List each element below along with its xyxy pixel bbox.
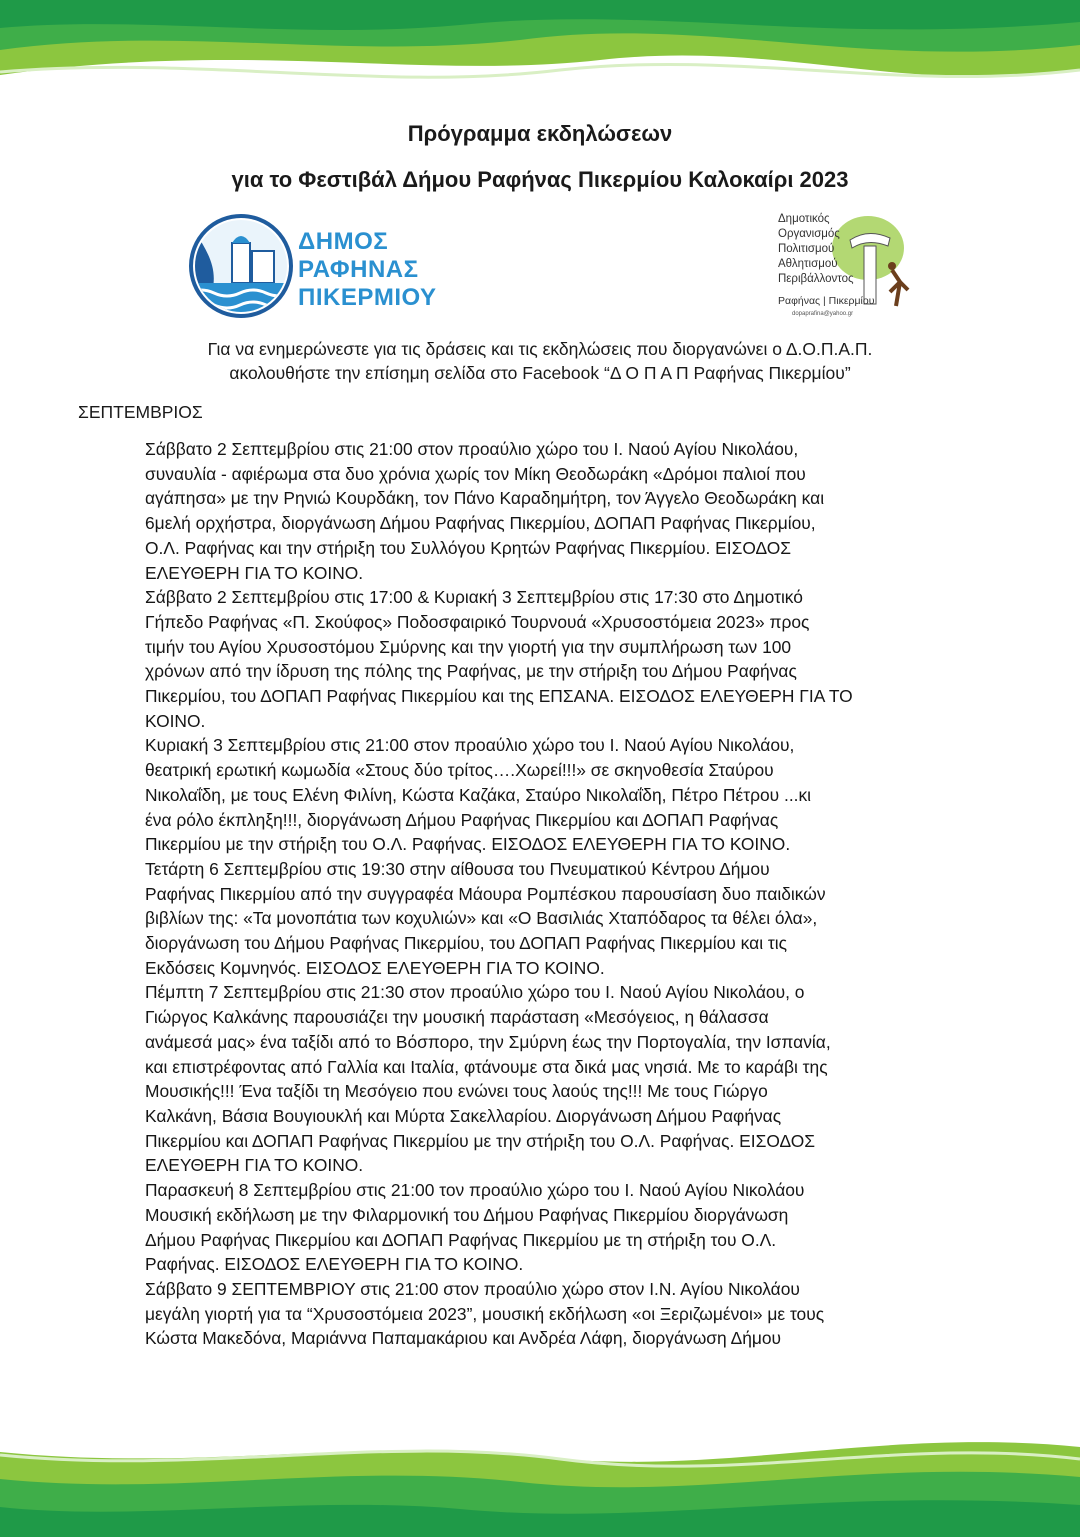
- dopap-name-line4: Αθλητισμού: [778, 258, 838, 270]
- event-line: ΕΛΕΥΘΕΡΗ ΓΙΑ ΤΟ ΚΟΙΝΟ.: [145, 562, 364, 583]
- event-line: Καλκάνη, Βάσια Βουγιουκλή και Μύρτα Σακελλαρίου. Διοργάνωση Δήμου Ραφήνας: [145, 1105, 782, 1126]
- dopap-name-line3: Πολιτισμού: [778, 243, 835, 255]
- dopap-logo: [770, 208, 910, 320]
- event-line: Εκδόσεις Κομνηνός. ΕΙΣΟΔΟΣ ΕΛΕΥΘΕΡΗ ΓΙΑ ΤΟ ΚΟΙΝΟ.: [145, 957, 605, 978]
- event-line: ΚΟΙΝΟ.: [145, 710, 206, 731]
- event-item: [145, 585, 1005, 733]
- event-line: και επιστρέφοντας από Γαλλία και Ιταλία, φτάνουμε στα δικά μας νησιά. Με το καράβι της: [145, 1056, 828, 1077]
- event-item: [145, 1178, 1005, 1277]
- event-line: Νικολαΐδη, με τους Ελένη Φιλίνη, Κώστα Καζάκα, Σταύρο Νικολαΐδη, Πέτρο Πέτρου ...κι: [145, 784, 812, 805]
- event-line: • Κυριακή 3 Σεπτεμβρίου στις 21:00 στον προαύλιο χώρο του Ι. Ναού Αγίου Νικολάου,: [145, 735, 795, 756]
- event-line: βιβλίων της: «Τα μονοπάτια των κοχυλιών» και «Ο Βασιλιάς Χταπόδαρος τα θέλει όλα»,: [145, 908, 818, 929]
- event-line: • Σάββατο 2 Σεπτεμβρίου στις 21:00 στον προαύλιο χώρο του Ι. Ναού Αγίου Νικολάου,: [145, 439, 799, 459]
- event-line: Πικερμίου με την στήριξη του Ο.Λ. Ραφήνας. ΕΙΣΟΔΟΣ ΕΛΕΥΘΕΡΗ ΓΙΑ ΤΟ ΚΟΙΝΟ.: [145, 834, 791, 855]
- municipality-logo: [188, 213, 458, 319]
- event-line: αγάπησα» με την Ρηνιώ Κουρδάκη, τον Πάνο Καραδημήτρη, τον Άγγελο Θεοδωράκη και: [145, 488, 825, 509]
- event-line: Γιώργος Καλκάνης παρουσιάζει την μουσική παράσταση «Μεσόγειος, η θάλασσα: [145, 1007, 769, 1028]
- event-line: Κώστα Μακεδόνα, Μαριάννα Παπαμακάριου και Ανδρέα Λάφη, διοργάνωση Δήμου: [145, 1328, 782, 1349]
- event-item: [145, 857, 1005, 981]
- bottom-wave-decoration: [0, 1417, 1080, 1537]
- event-line: συναυλία - αφιέρωμα στα δυο χρόνια χωρίς τον Μίκη Θεοδωράκη «Δρόμοι παλιοί που: [145, 463, 806, 484]
- top-wave-decoration: [0, 0, 1080, 110]
- event-line: ανάμεσά μας» ένα ταξίδι από το Βόσπορο, την Σμύρνη έως την Πορτογαλία, την Ισπανία,: [145, 1031, 831, 1052]
- event-line: • Σάββατο 2 Σεπτεμβρίου στις 17:00 & Κυριακή 3 Σεπτεμβρίου στις 17:30 στο Δημοτικό: [145, 587, 803, 608]
- event-line: 6μελή ορχήστρα, διοργάνωση Δήμου Ραφήνας Πικερμίου, ΔΟΠΑΠ Ραφήνας Πικερμίου,: [145, 513, 816, 534]
- event-item: [145, 1277, 1005, 1351]
- event-line: Ραφήνας Πικερμίου από την συγγραφέα Μάουρα Ρομπέσκου παρουσίαση δυο παιδικών: [145, 883, 826, 904]
- page-title: Πρόγραμμα εκδηλώσεων: [407, 121, 673, 146]
- event-item: [145, 733, 1005, 857]
- event-line: Ραφήνας. ΕΙΣΟΔΟΣ ΕΛΕΥΘΕΡΗ ΓΙΑ ΤΟ ΚΟΙΝΟ.: [145, 1254, 524, 1275]
- intro-line-2: ακολουθήστε την επίσημη σελίδα στο Facebook “Δ Ο Π Α Π Ραφήνας Πικερμίου”: [229, 363, 851, 383]
- page-subtitle: για το Φεστιβάλ Δήμου Ραφήνας Πικερμίου Καλοκαίρι 2023: [231, 167, 849, 192]
- event-line: Δήμου Ραφήνας Πικερμίου και ΔΟΠΑΠ Ραφήνας Πικερμίου με τη στήριξη του Ο.Λ.: [145, 1229, 777, 1250]
- event-line: Πικερμίου και ΔΟΠΑΠ Ραφήνας Πικερμίου με την στήριξη του Ο.Λ. Ραφήνας. ΕΙΣΟΔΟΣ: [145, 1130, 816, 1151]
- municipality-name-line1: ΔΗΜΟΣ: [298, 228, 389, 255]
- event-line: τιμήν του Αγίου Χρυσοστόμου Σμύρνης και την γιορτή για την συμπλήρωση των 100: [145, 636, 792, 657]
- dopap-subtitle: Ραφήνας | Πικερμίου: [778, 295, 875, 307]
- intro-line-1: Για να ενημερώνεστε για τις δράσεις και τις εκδηλώσεις που διοργανώνει ο Δ.Ο.Π.Α.Π.: [207, 339, 873, 359]
- event-line: χρόνων από την ίδρυση της πόλης της Ραφήνας, με την στήριξη του Δήμου Ραφήνας: [145, 661, 797, 682]
- municipality-name-line3: ΠΙΚΕΡΜΙΟΥ: [298, 284, 437, 311]
- event-line: Μουσική εκδήλωση με την Φιλαρμονική του Δήμου Ραφήνας Πικερμίου διοργάνωση: [145, 1204, 789, 1225]
- month-heading: ΣΕΠΤΕΜΒΡΙΟΣ: [78, 402, 203, 422]
- event-line: • Πέμπτη 7 Σεπτεμβρίου στις 21:30 στον προαύλιο χώρο του Ι. Ναού Αγίου Νικολάου, ο: [145, 982, 805, 1003]
- events-list: [145, 437, 1005, 1362]
- event-line: Μουσικής!!! Ένα ταξίδι τη Μεσόγειο που ενώνει τους λαούς της!!! Με τους Γιώργο: [145, 1081, 768, 1102]
- event-line: • Παρασκευή 8 Σεπτεμβρίου στις 21:00 τον προαύλιο χώρο του Ι. Ναού Αγίου Νικολάου: [145, 1180, 805, 1201]
- event-line: Γήπεδο Ραφήνας «Π. Σκούφος» Ποδοσφαιρικό Τουρνουά «Χρυσοστόμεια 2023» προς: [145, 611, 810, 632]
- event-line: διοργάνωση του Δήμου Ραφήνας Πικερμίου, του ΔΟΠΑΠ Ραφήνας Πικερμίου και τις: [145, 933, 787, 954]
- event-line: • Σάββατο 9 ΣΕΠΤΕΜΒΡΙΟΥ στις 21:00 στον προαύλιο χώρο στον Ι.Ν. Αγίου Νικολάου: [145, 1278, 800, 1299]
- dopap-name-line5: Περιβάλλοντος: [778, 273, 854, 285]
- event-line: Πικερμίου, του ΔΟΠΑΠ Ραφήνας Πικερμίου και της ΕΠΣΑΝΑ. ΕΙΣΟΔΟΣ ΕΛΕΥΘΕΡΗ ΓΙΑ ΤΟ: [145, 686, 853, 707]
- event-line: • Τετάρτη 6 Σεπτεμβρίου στις 19:30 στην αίθουσα του Πνευματικού Κέντρου Δήμου: [145, 858, 770, 879]
- dopap-name-line1: Δημοτικός: [778, 213, 830, 225]
- dopap-email: dopaprafina@yahoo.gr: [792, 311, 854, 317]
- event-item: [145, 437, 1005, 585]
- dopap-name-line2: Οργανισμός: [778, 228, 840, 240]
- event-line: μεγάλη γιορτή για τα “Χρυσοστόμεια 2023”, μουσική εκδήλωση «οι Ξεριζωμένοι» με τους: [145, 1303, 825, 1324]
- municipality-name-line2: ΡΑΦΗΝΑΣ: [298, 256, 419, 283]
- municipality-emblem-icon: [188, 213, 294, 319]
- event-line: θεατρική ερωτική κωμωδία «Στους δύο τρίτος….Χωρεί!!!» σε σκηνοθεσία Σταύρου: [145, 760, 774, 781]
- event-line: Ο.Λ. Ραφήνας και την στήριξη του Συλλόγου Κρητών Ραφήνας Πικερμίου. ΕΙΣΟΔΟΣ: [145, 537, 792, 558]
- event-item: [145, 980, 1005, 1178]
- event-line: ένα ρόλο έκπληξη!!!, διοργάνωση Δήμου Ραφήνας Πικερμίου και ΔΟΠΑΠ Ραφήνας: [145, 809, 779, 830]
- event-line: ΕΛΕΥΘΕΡΗ ΓΙΑ ΤΟ ΚΟΙΝΟ.: [145, 1155, 364, 1176]
